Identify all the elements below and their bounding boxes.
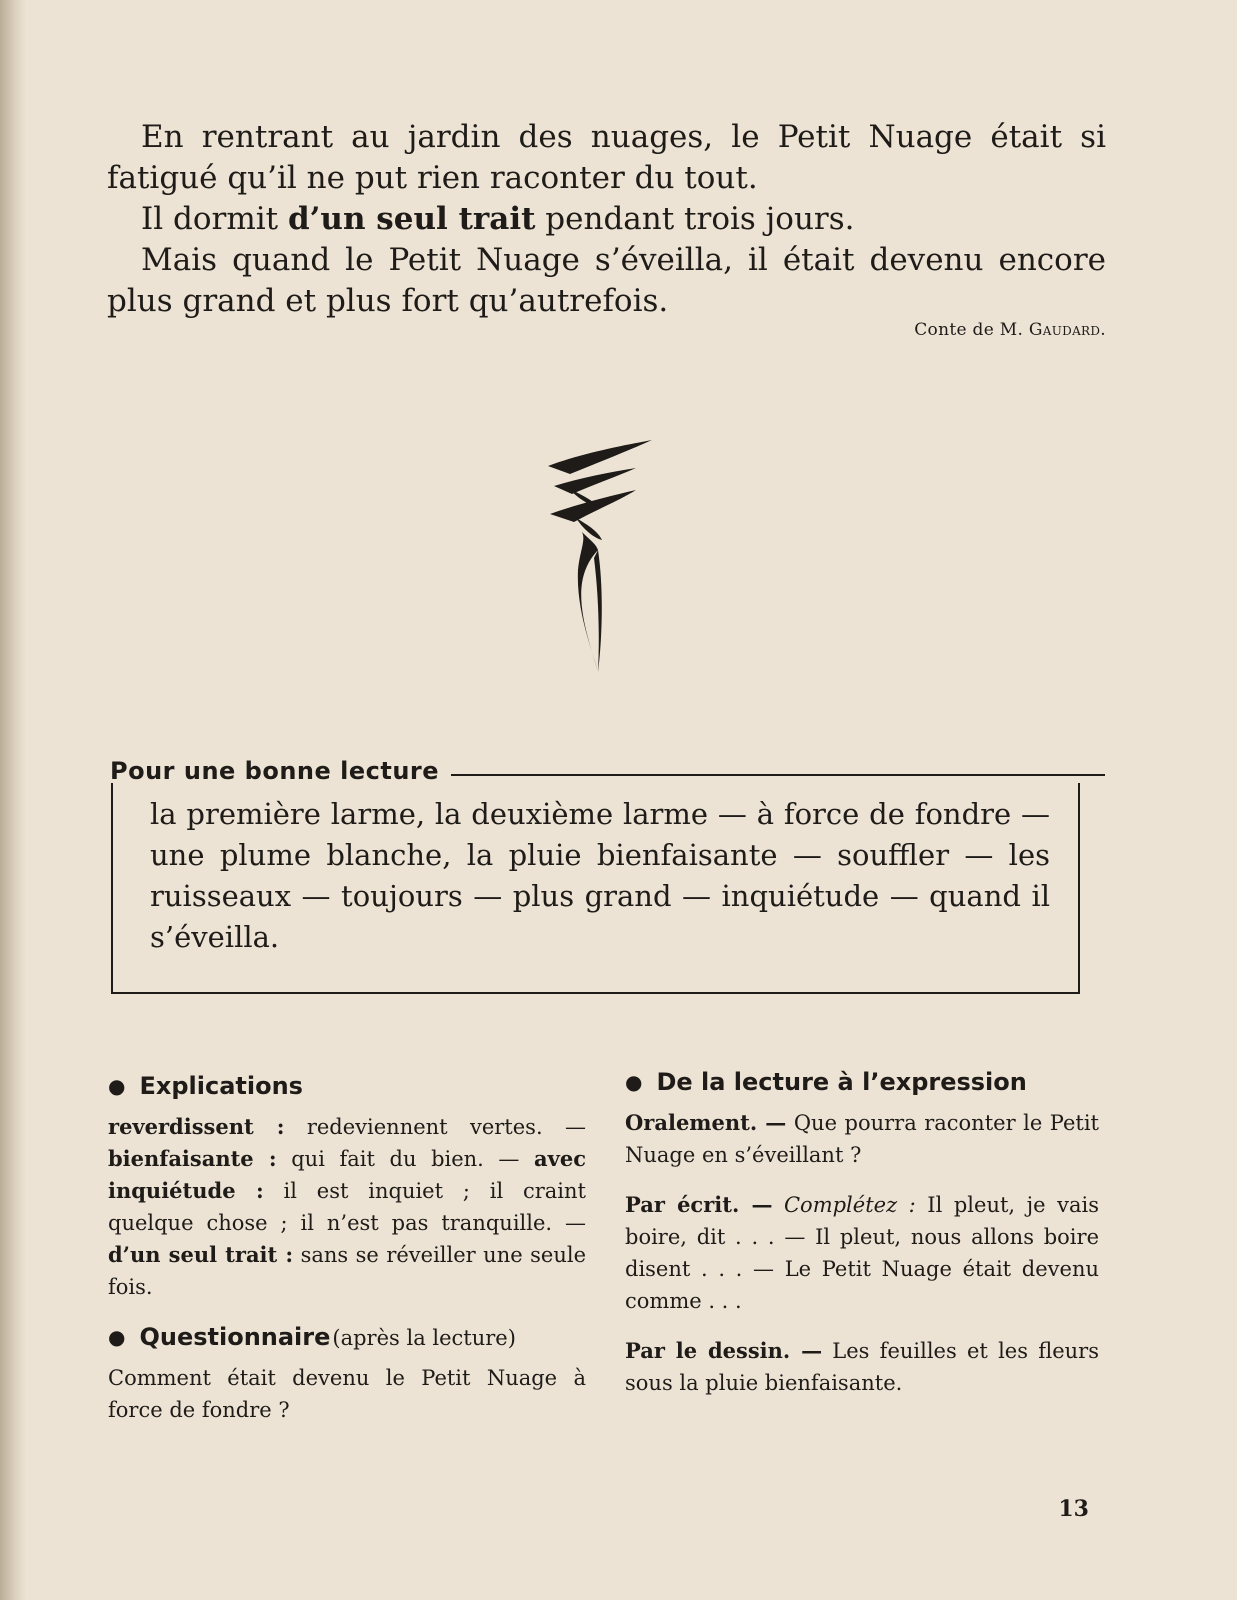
right-column [625,1066,1099,1399]
questionnaire-heading [108,1321,586,1354]
story-text [107,117,1106,322]
oral-text: Que pourra raconter le Petit Nuage en s’éveillant ? [625,1111,1099,1167]
explications-text [108,1111,586,1303]
questionnaire-text: Comment était devenu le Petit Nuage à force de fondre ? [108,1366,586,1422]
page-number: 13 [1058,1496,1089,1522]
explications-heading [108,1070,586,1103]
explication-definition: qui fait du bien. — [276,1147,535,1171]
bullet-icon: ● [108,1325,126,1349]
expression-title: De la lecture à l’expression [656,1068,1027,1096]
bonne-lecture-text: la première larme, la deuxième larme — à force de fondre — une plume blanche, la pluie bienfaisante — souffler — les ruisseaux — toujours — plus grand — inquiétude — quand il s’éveilla. [150,797,1050,954]
written-exercise [625,1189,1099,1317]
ornament-icon [540,440,670,690]
bonne-lecture-heading [110,756,1105,786]
explications-title: Explications [139,1072,303,1100]
questionnaire-subtitle: (après la lecture) [332,1326,516,1350]
story-p2-start: Il dormit [141,201,288,237]
credit-prefix: Conte de M. [914,320,1029,340]
written-text: Il pleut, je vais boire, dit . . . — Il pleut, nous allons boire disent . . . — Le Petit Nuage était devenu comme . . . [625,1193,1099,1313]
drawing-exercise [625,1335,1099,1399]
bonne-lecture-title: Pour une bonne lecture [110,757,440,785]
story-paragraph-2 [107,199,1106,240]
drawing-text: Les feuilles et les fleurs sous la pluie bienfaisante. [625,1339,1099,1395]
explication-term: bienfaisante : [108,1146,277,1171]
story-paragraph-1: En rentrant au jardin des nuages, le Petit Nuage était si fatigué qu’il ne put rien raconter du tout. [107,119,1106,196]
left-column [108,1070,586,1426]
oral-label: Oralement. — [625,1110,787,1135]
story-credit [914,320,1106,340]
explication-definition: redeviennent vertes. — [284,1115,586,1139]
written-label: Par écrit. — [625,1192,773,1217]
story-p2-end: pendant trois jours. [535,201,855,237]
expression-heading [625,1066,1099,1099]
questionnaire-title: Questionnaire [139,1323,331,1351]
story-paragraph-3: Mais quand le Petit Nuage s’éveilla, il était devenu encore plus grand et plus fort qu’autrefois. [107,242,1106,319]
heading-rule [451,774,1105,776]
oral-exercise [625,1107,1099,1171]
story-p2-bold: d’un seul trait [287,201,536,237]
bullet-icon: ● [625,1070,643,1094]
bullet-icon: ● [108,1074,126,1098]
written-instruction: Complétez : [772,1193,916,1217]
explication-term: reverdissent : [108,1114,285,1139]
credit-author: Gaudard. [1028,320,1106,340]
explication-term: avec inquiétude : [108,1146,586,1203]
explication-term: d’un seul trait : [108,1242,294,1267]
explication-definition: sans se réveiller une seule fois. [108,1243,586,1299]
drawing-label: Par le dessin. — [625,1338,823,1363]
page-edge [0,0,26,1600]
explication-definition: il est inquiet ; il craint quelque chose ; il n’est pas tranquille. — [108,1179,586,1235]
